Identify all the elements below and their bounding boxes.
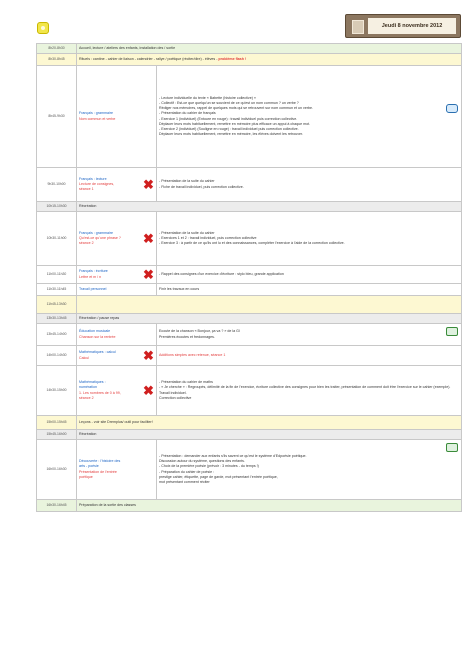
date-box [345, 14, 461, 38]
subject-cell [77, 212, 157, 266]
subject-sub-line: Nom commun et verbe [79, 116, 116, 121]
schedule-row [37, 212, 462, 266]
time-slot: 13h30-13h45 [37, 314, 77, 324]
activity-line: - Lecture individuelle du texte « Babette (histoire collective) » [159, 96, 256, 101]
app-logo [37, 22, 49, 34]
cross-icon: ✖ [143, 177, 154, 192]
merged-cell [77, 430, 462, 440]
schedule-row [37, 416, 462, 430]
activity-line: - Collectif : Est-ce que quelqu'un se souvient de ce qu'est un nom commun ? un verbe ? [159, 101, 299, 106]
activity-line: Ecoute de la chanson « Bonjour, ça va ? » de la Gl [159, 329, 240, 334]
activity-line: Travail individuel. [159, 390, 187, 395]
subject-cell [77, 366, 157, 416]
activity-cell [157, 66, 462, 168]
screen-icon[interactable] [446, 443, 458, 452]
schedule-row [37, 168, 462, 202]
time-slot: 15h45-16h00 [37, 430, 77, 440]
time-slot: 10h15-10h30 [37, 202, 77, 212]
activity-line: Premières écoutes et fredonnages. [159, 334, 215, 339]
subject-sub-line: 1. Les nombres de 0 à 99, [79, 390, 121, 395]
activity-cell [157, 284, 462, 296]
subject-sub-line: Lettre et m / n [79, 274, 102, 279]
subject-sub-line: séance 2 [79, 395, 94, 400]
time-slot: 16h30-16h45 [37, 500, 77, 512]
subject-cell [77, 284, 157, 296]
activity-cell [157, 324, 462, 346]
subject-sub-line: Qu'est-ce qu'une phrase ? [79, 235, 121, 240]
schedule-row [37, 202, 462, 212]
merged-text: Récréation [79, 203, 97, 208]
merged-text: Récréation / pause repas [79, 315, 120, 320]
subject-cell [77, 266, 157, 284]
time-slot: 14h00-14h30 [37, 346, 77, 366]
activity-line: - Préparation du cahier de poésie : [159, 469, 215, 474]
subject-line: Éducation musicale [79, 329, 111, 334]
subject-sub-line: séance 1 [79, 187, 94, 192]
cross-icon: ✖ [143, 267, 154, 282]
time-slot: 8h45-9h30 [37, 66, 77, 168]
merged-text: Leçons - voir site Dremplus/ outil pour faciliter! [79, 419, 153, 424]
schedule-row [37, 324, 462, 346]
subject-sub-line: Chanson sur la rentrée [79, 334, 116, 339]
time-slot: 8h20-8h30 [37, 44, 77, 54]
subject-sub-line: Présentation de l'entrée [79, 469, 117, 474]
schedule-row [37, 266, 462, 284]
time-slot: 11h45-13h30 [37, 296, 77, 314]
cross-icon: ✖ [143, 231, 154, 246]
subject-cell [77, 346, 157, 366]
activity-cell [157, 440, 462, 500]
activity-line: - Choix de la première poésie (prévoir : 3 minutes - du temps !) [159, 464, 259, 469]
activity-cell [157, 266, 462, 284]
subject-sub-line: poétique [79, 474, 93, 479]
schedule-row [37, 284, 462, 296]
subject-sub-line: séance 2 [79, 241, 94, 246]
activity-line: Correction collective [159, 395, 192, 400]
subject-line: Français : écriture [79, 269, 108, 274]
merged-cell [77, 416, 462, 430]
merged-cell [77, 500, 462, 512]
date-label: Jeudi 8 novembre 2012 [368, 18, 456, 34]
activity-text: Finir les travaux en cours [159, 286, 200, 291]
activity-cell [157, 212, 462, 266]
time-slot: 13h45-14h00 [37, 324, 77, 346]
activity-line: Rédiger nos mémoires, rappel de quelques mots qui se retrouvent sur nom commun et un verbe. [159, 106, 314, 111]
subject-line: Français : grammaire [79, 230, 113, 235]
activity-line: - Fiche de travail individuel, puis correction collective. [159, 184, 244, 189]
subject-sub-line: Lecture de consignes, [79, 181, 115, 186]
subject-line: Français : grammaire [79, 111, 113, 116]
schedule-row [37, 440, 462, 500]
schedule-row [37, 66, 462, 168]
activity-line: prestige cahier, étiquette, page de garde, mot présentant l'entrée poétique, [159, 474, 278, 479]
subject-line: Mathématiques : calcul [79, 350, 116, 355]
activity-line: - Présentation : demander aux enfants s'ils savent ce qu'est le système d'Edpoésie poétique. [159, 454, 307, 459]
schedule-row [37, 366, 462, 416]
activity-line: - Exercice 3 : à partir de ce qu'ils ont lu et des connaissances, compléter l'exercice à l'aide de la correction collective. [159, 241, 345, 246]
day-plan-table [36, 43, 462, 512]
merged-cell [77, 44, 462, 54]
merged-cell [77, 296, 462, 314]
activity-line: - « Je cherche » : Regroupés, délimité de la fin de l'exercice, écriture collective des consignes pour bien les traiter, présentation de comment doit être l'exercice sur le cahier (exemple). [159, 385, 451, 390]
activity-line: - Présentation du cahier de maths [159, 380, 213, 385]
subject-sub-line: Calcul [79, 355, 89, 360]
schedule-row [37, 314, 462, 324]
subject-cell [77, 66, 157, 168]
merged-text: Rituels : cantine - cahier de liaison - calendrier - rallye / poétique (réciter/dire) - élèves - [79, 56, 218, 61]
activity-line: - Présentation de la suite du cahier [159, 230, 215, 235]
merged-accent: problème flash ! [217, 56, 247, 61]
merged-text: Accueil, lecture / ateliers des enfants, installation des / sortie [79, 45, 176, 50]
screen-icon[interactable] [446, 327, 458, 336]
merged-cell [77, 202, 462, 212]
time-slot: 11h30-11h45 [37, 284, 77, 296]
activity-line: Discussion autour du système, questions des enfants. [159, 459, 245, 464]
subject-line: Français : lecture [79, 176, 107, 181]
schedule-row [37, 296, 462, 314]
schedule-row [37, 44, 462, 54]
chat-icon[interactable] [446, 104, 458, 113]
time-slot: 8h30-8h45 [37, 54, 77, 66]
schedule-row [37, 346, 462, 366]
subject-line: numération [79, 385, 97, 390]
subject-cell [77, 440, 157, 500]
merged-text: Récréation [79, 431, 97, 436]
activity-line: - Rappel des consignes d'un exercice d'écriture : stylo bleu, grande application [159, 271, 284, 276]
activity-cell [157, 366, 462, 416]
time-slot: 16h00-16h30 [37, 440, 77, 500]
merged-text: Préparation de la sortie des classes [79, 502, 136, 507]
activity-line: mot présentant comment réciter [159, 479, 210, 484]
subject-cell [77, 168, 157, 202]
activity-line: - Présentation du cahier de français [159, 111, 216, 116]
calendar-icon [352, 20, 364, 34]
activity-line: Additions simples avec retenue, séance 1 [159, 352, 226, 357]
subject-cell [77, 324, 157, 346]
time-slot: 15h00-15h45 [37, 416, 77, 430]
schedule-row [37, 430, 462, 440]
time-slot: 14h30-15h00 [37, 366, 77, 416]
subject-line: arts - poésie [79, 464, 99, 469]
subject-label: Travail personnel [79, 286, 107, 291]
activity-line: - Exercice 2 (individuel) (Souligne en rouge) : travail individuel puis correction collective. [159, 126, 299, 131]
activity-line: - Exercices 1 et 2 : travail individuel, puis correction collective [159, 235, 257, 240]
time-slot: 10h30-11h00 [37, 212, 77, 266]
cross-icon: ✖ [143, 348, 154, 363]
activity-cell [157, 346, 462, 366]
activity-line: Déplacer leurs mots habituellement, remettre en mémoire, les élèves doivent les retrouver. [159, 131, 304, 136]
merged-cell [77, 54, 462, 66]
merged-cell [77, 314, 462, 324]
subject-line: Mathématiques : [79, 380, 106, 385]
activity-line: - Exercice 1 (individuel) (Entoure en rouge) : travail individuel puis correction collective. [159, 116, 298, 121]
schedule-row [37, 500, 462, 512]
subject-line: Découverte : l'histoire des [79, 459, 121, 464]
activity-line: Déplacer leurs mots habituellement, remettre en mémoire plus efficace un appui à chaque mot. [159, 121, 311, 126]
cross-icon: ✖ [143, 383, 154, 398]
activity-cell [157, 168, 462, 202]
schedule-row [37, 54, 462, 66]
time-slot: 11h00-11h30 [37, 266, 77, 284]
time-slot: 9h30-10h00 [37, 168, 77, 202]
activity-line: - Présentation de la suite du cahier [159, 179, 215, 184]
